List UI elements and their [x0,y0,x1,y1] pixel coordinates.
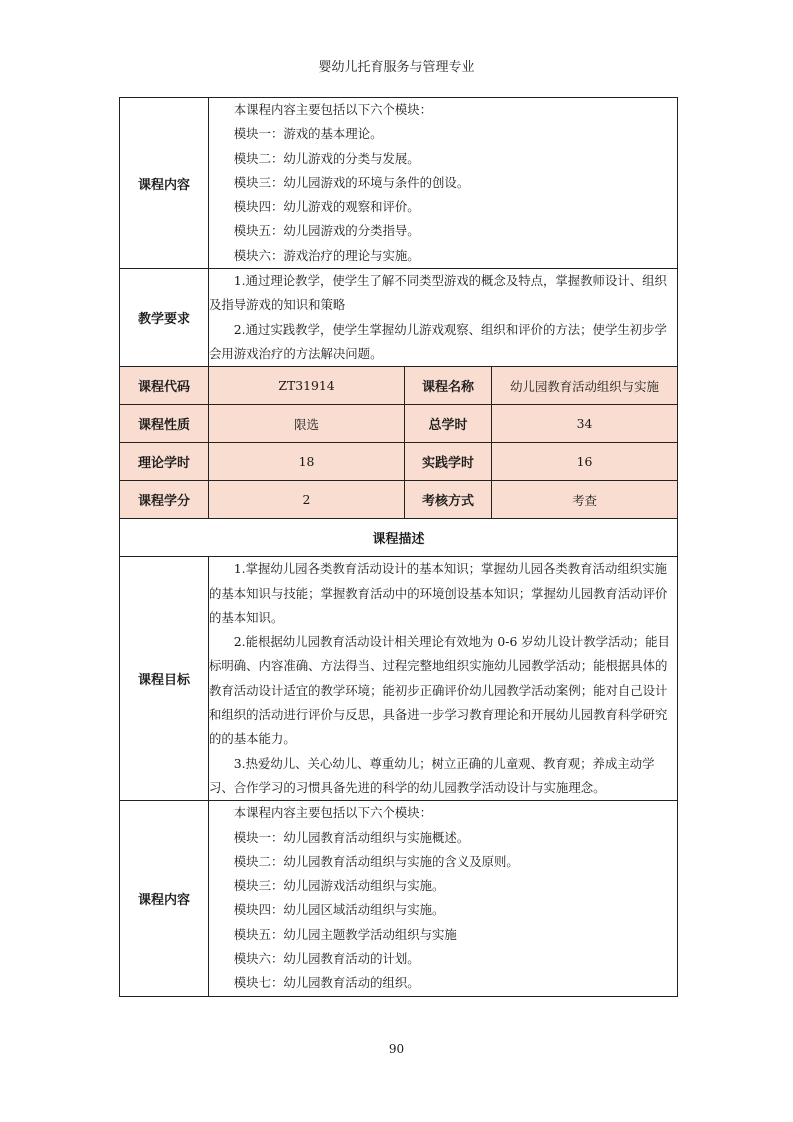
objective-paragraph: 2.能根据幼儿园教育活动设计相关理论有效地为 0-6 岁幼儿设计教学活动；能目标明确、内容准确、方法得当、过程完整地组织实施幼儿园教学活动；能根据具体的教育活动设计适宜的教学环境；能初步正确评价幼儿园教学活动案例；能对自己设计和组织的活动进行评价与反思，具备进一步学习教育理论和开展幼儿园教育科学研究的的基本能力。 [209,634,670,747]
content-line: 模块四：幼儿园区域活动组织与实施。 [233,902,445,918]
total-hours-label: 总学时 [405,405,492,443]
requirement-paragraph: 2.通过实践教学，使学生掌握幼儿游戏观察、组织和评价的方法；使学生初步学会用游戏治疗的方法解决问题。 [209,321,667,361]
theory-hours-value: 18 [209,443,405,481]
objectives-label: 课程目标 [120,557,209,801]
course-name-label: 课程名称 [405,367,492,405]
content-line: 模块一：游戏的基本理论。 [233,126,383,142]
practice-hours-label: 实践学时 [405,443,492,481]
content-cell [209,98,678,269]
page-header: 婴幼儿托育服务与管理专业 [318,60,475,75]
content-line: 本课程内容主要包括以下六个模块： [233,805,433,821]
requirements-row [120,269,678,367]
content-line: 模块六：游戏治疗的理论与实施。 [233,247,420,263]
practice-hours-value: 16 [492,443,678,481]
content-line: 模块三：幼儿园游戏的环境与条件的创设。 [233,174,470,190]
total-hours-value: 34 [492,405,678,443]
info-row-code [120,367,678,405]
credit-label: 课程学分 [120,481,209,519]
requirements-cell [209,269,678,367]
content-line: 模块五：幼儿园主题教学活动组织与实施 [233,926,457,942]
theory-hours-label: 理论学时 [120,443,209,481]
assessment-label: 考核方式 [405,481,492,519]
content-line: 模块四：幼儿游戏的观察和评价。 [233,199,420,215]
info-row-credit [120,481,678,519]
course-nature-value: 限选 [209,405,405,443]
content-line: 模块六：幼儿园教育活动的计划。 [233,951,420,967]
course-code-value: ZT31914 [209,367,405,405]
section-row [120,519,678,557]
content-line: 模块二：幼儿园教育活动组织与实施的含义及原则。 [233,853,519,869]
course-table [119,97,678,997]
objective-paragraph: 3.热爱幼儿、关心幼儿、尊重幼儿；树立正确的儿童观、教育观；养成主动学习、合作学习的习惯具备先进的科学的幼儿园教学活动设计与实施理念。 [209,755,655,795]
requirement-paragraph: 1.通过理论教学，使学生了解不同类型游戏的概念及特点，掌握教师设计、组织及指导游戏的知识和策略 [209,273,667,313]
requirements-label: 教学要求 [120,269,209,367]
info-row-hours [120,443,678,481]
content-label: 课程内容 [120,98,209,269]
section-title: 课程描述 [120,519,678,557]
course-code-label: 课程代码 [120,367,209,405]
content-label: 课程内容 [120,801,209,996]
content-line: 模块二：幼儿游戏的分类与发展。 [233,150,420,166]
page-number: 90 [388,1042,405,1056]
objectives-cell [209,557,678,801]
content-line: 模块五：幼儿园游戏的分类指导。 [233,223,420,239]
content-row-2 [120,801,678,996]
content-line: 模块七：幼儿园教育活动的组织。 [233,975,420,991]
info-row-nature [120,405,678,443]
objective-paragraph: 1.掌握幼儿园各类教育活动设计的基本知识；掌握幼儿园各类教育活动组织实施的基本知识与技能；掌握教育活动中的环境创设基本知识；掌握幼儿园教育活动评价的基本知识。 [209,561,668,625]
content-line: 本课程内容主要包括以下六个模块： [233,102,433,117]
content-line: 模块三：幼儿园游戏活动组织与实施。 [233,878,445,894]
content-row-1 [120,98,678,269]
content-line: 模块一：幼儿园教育活动组织与实施概述。 [233,829,470,845]
course-name-value: 幼儿园教育活动组织与实施 [492,367,678,405]
credit-value: 2 [209,481,405,519]
objectives-row [120,557,678,801]
assessment-value: 考查 [492,481,678,519]
course-nature-label: 课程性质 [120,405,209,443]
content-cell [209,801,678,996]
